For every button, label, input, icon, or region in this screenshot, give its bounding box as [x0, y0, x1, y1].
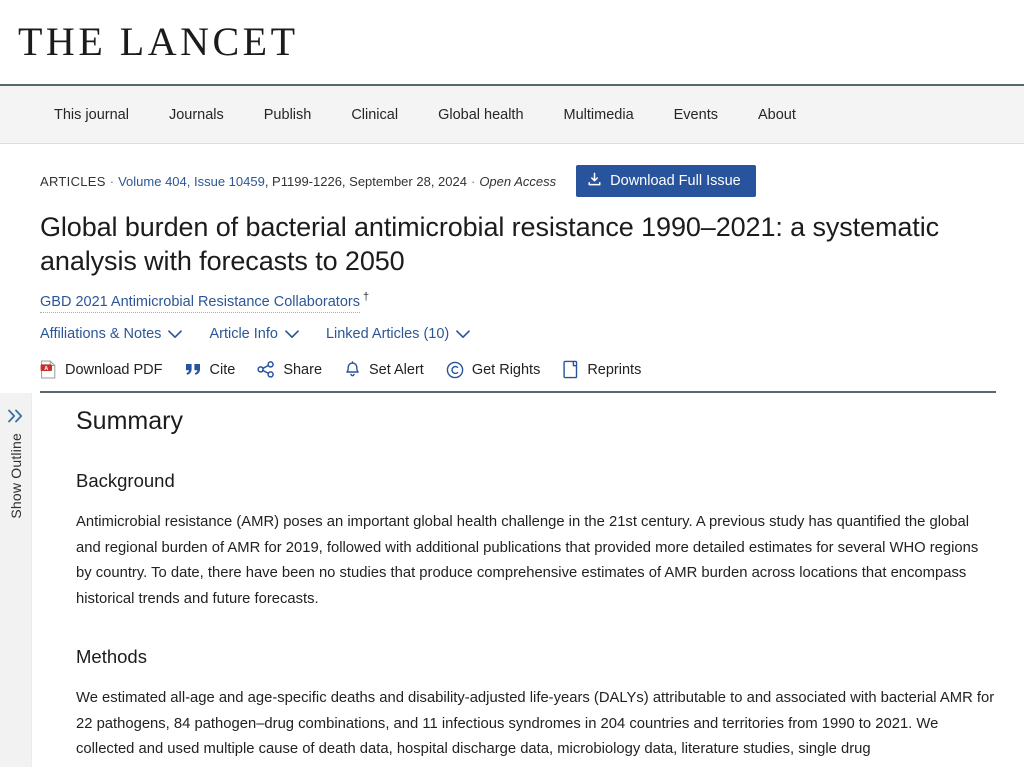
- linked-articles-toggle[interactable]: [326, 326, 470, 342]
- primary-navigation: [0, 86, 1024, 144]
- article-type-kicker: ARTICLES: [40, 173, 106, 189]
- chevron-down-icon: [456, 330, 470, 339]
- disclosure-links-row: [40, 326, 1010, 342]
- show-outline-rail[interactable]: [0, 393, 32, 767]
- download-pdf-label: Download PDF: [65, 361, 163, 378]
- show-outline-label: Show Outline: [7, 433, 24, 520]
- article-header: [0, 164, 1024, 393]
- cite-button[interactable]: [185, 362, 236, 378]
- get-rights-button[interactable]: [446, 361, 541, 379]
- article-meta-row: [40, 164, 1010, 198]
- author-footnote-marker: †: [362, 291, 370, 304]
- nav-item-publish[interactable]: Publish: [263, 106, 312, 123]
- download-pdf-button[interactable]: [40, 360, 163, 379]
- download-full-issue-button[interactable]: [576, 165, 756, 197]
- get-rights-label: Get Rights: [471, 361, 541, 378]
- nav-item-about[interactable]: About: [757, 106, 796, 123]
- share-button[interactable]: [257, 361, 322, 378]
- page-title: Global burden of bacterial antimicrobial resistance 1990–2021: a systematic analysis with forecasts to 2050: [40, 212, 940, 277]
- chevron-down-icon: [168, 330, 182, 339]
- reprints-button[interactable]: [562, 360, 641, 379]
- pdf-icon: [40, 360, 57, 379]
- copyright-icon: [446, 361, 464, 379]
- summary-column: [32, 393, 1024, 767]
- author-collaborators-link[interactable]: GBD 2021 Antimicrobial Resistance Collaborators: [40, 294, 360, 313]
- reprints-label: Reprints: [587, 361, 642, 378]
- article-info-label: Article Info: [209, 326, 278, 343]
- nav-item-journals[interactable]: Journals: [168, 106, 224, 123]
- summary-heading: Summary: [76, 407, 183, 436]
- affiliations-notes-label: Affiliations & Notes: [40, 326, 162, 343]
- nav-item-this-journal[interactable]: This journal: [54, 106, 129, 123]
- section-body-methods: We estimated all-age and age-specific deaths and disability-adjusted life-years (DALYs) attributable to and associated with bacterial AMR for 22 pathogens, 84 pathogen–drug combinations, and 11 infectious syndromes in 204 countries and territories from 1990 to 2021. We collected and used multiple cause of death data, hospital discharge data, microbiology data, literature studies, single drug: [76, 690, 995, 757]
- set-alert-label: Set Alert: [369, 361, 424, 378]
- set-alert-button[interactable]: [344, 361, 424, 379]
- meta-separator-2: ·: [470, 173, 476, 189]
- article-info-toggle[interactable]: [209, 326, 299, 342]
- lancet-wordmark[interactable]: THE LANCET: [18, 19, 299, 64]
- section-heading-methods: Methods: [76, 646, 147, 668]
- nav-item-clinical[interactable]: Clinical: [351, 106, 399, 123]
- article-action-toolbar: [40, 360, 1010, 391]
- download-icon: [587, 172, 602, 191]
- quote-icon: [185, 362, 202, 377]
- cite-label: Cite: [209, 361, 236, 378]
- chevron-down-icon: [285, 330, 299, 339]
- share-label: Share: [283, 361, 323, 378]
- share-icon: [257, 361, 275, 378]
- meta-separator-1: ·: [109, 173, 115, 189]
- volume-issue-link[interactable]: Volume 404, Issue 10459: [118, 173, 265, 189]
- article-meta: [40, 174, 556, 189]
- nav-item-events[interactable]: Events: [673, 106, 718, 123]
- section-body-background: Antimicrobial resistance (AMR) poses an important global health challenge in the 21st century. A previous study has quantified the global and regional burden of AMR for 2019, followed with additional publications that provided more detailed estimates for several WHO regions by country. To date, there have been no studies that produce comprehensive estimates of AMR burden across locations that encompass historical trends and future forecasts.: [76, 514, 979, 607]
- bell-icon: [344, 361, 361, 379]
- masthead: [0, 0, 1024, 86]
- affiliations-notes-toggle[interactable]: [40, 326, 182, 342]
- download-full-issue-label: Download Full Issue: [610, 173, 741, 189]
- authors-line: [40, 292, 1010, 309]
- nav-item-multimedia[interactable]: Multimedia: [563, 106, 634, 123]
- section-heading-background: Background: [76, 470, 175, 492]
- svg-text:A: A: [44, 366, 49, 373]
- linked-articles-label: Linked Articles (10): [325, 326, 450, 343]
- open-access-badge: Open Access: [479, 173, 557, 189]
- article-content-area: [0, 393, 1024, 767]
- pages-date-text: , P1199-1226, September 28, 2024: [264, 173, 467, 189]
- reprints-icon: [562, 360, 579, 379]
- nav-item-global-health[interactable]: Global health: [438, 106, 524, 123]
- double-chevron-right-icon: [7, 409, 25, 423]
